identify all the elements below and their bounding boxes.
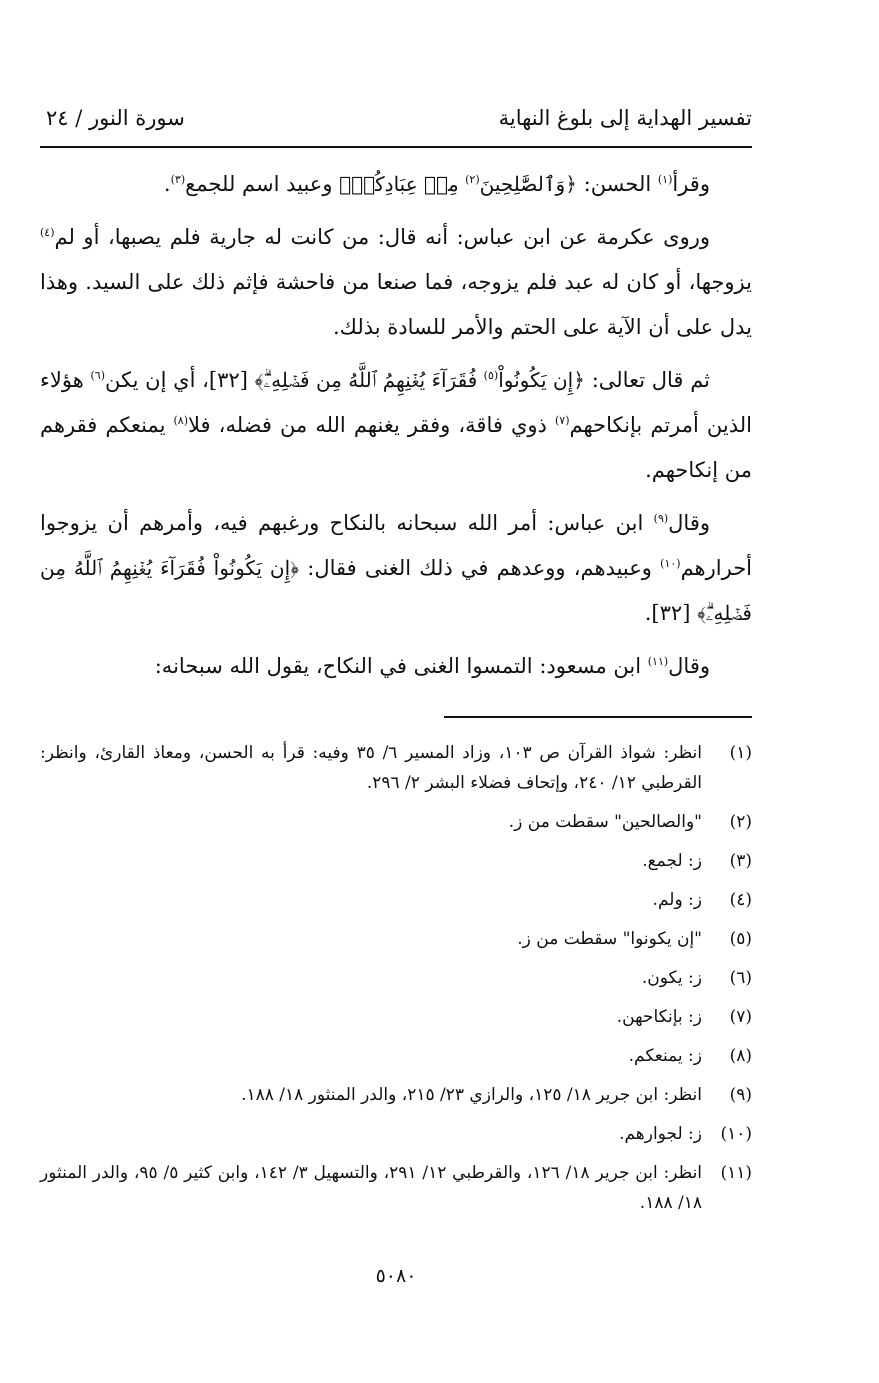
text-run: . [163, 172, 171, 196]
footnote-item [40, 1002, 752, 1032]
footnote-number: (٨) [729, 1046, 752, 1066]
quran-quote: ﴿إِن يَكُونُواْ فُقَرَآءَ يُغۡنِهِمُ ٱللَّهُ مِن فَضۡلِهِۦۗ﴾ [40, 556, 752, 625]
paragraph-3 [40, 358, 752, 493]
text-run: وقرأ [672, 172, 710, 196]
quran-quote: ﴿إِن يَكُونُواْ [498, 368, 585, 392]
text-run: وقال [668, 654, 710, 678]
footnote-item [40, 1041, 752, 1071]
footnote-text: انظر: ابن جرير ١٨/ ١٢٥، والرازي ٢٣/ ٢١٥، والدر المنثور ١٨/ ١٨٨. [241, 1085, 702, 1105]
footnote-number: (٤) [729, 890, 752, 910]
text-run: وروى عكرمة عن ابن عباس: أنه قال: من كانت له جارية فلم يصبها، أو لم [54, 225, 710, 249]
footnote-text: ز: ولم. [652, 890, 702, 910]
footnote-number: (٧) [729, 1007, 752, 1027]
footnote-text: انظر: ابن جرير ١٨/ ١٢٦، والقرطبي ١٢/ ٢٩١، والتسهيل ٣/ ١٤٢، وابن كثير ٥/ ٩٥، والدر المنثور ١٨/ ١٨٨. [40, 1163, 703, 1213]
quran-quote: فُقَرَآءَ يُغۡنِهِمُ ٱللَّهُ مِن فَضۡلِهِۦۗ﴾ [254, 368, 484, 392]
quran-quote: مِنۡ عِبَادِكُمۡ﴾ [339, 172, 466, 196]
running-header [40, 98, 752, 144]
text-run: وقال [668, 511, 710, 535]
text-run: ابن مسعود: التمسوا الغنى في النكاح، يقول الله سبحانه: [154, 654, 648, 678]
footnote-text: "والصالحين" سقطت من ز. [508, 812, 702, 832]
footnote-number: (١) [729, 743, 752, 763]
footnote-text: ز: لجمع. [642, 851, 702, 871]
footnote-marker-1[interactable]: (١) [657, 173, 673, 186]
footnote-text: انظر: شواذ القرآن ص ١٠٣، وزاد المسير ٦/ ٣٥ وفيه: قرأ به الحسن، ومعاذ القارئ، وانظر: القرطبي ١٢/ ٢٤٠، وإتحاف فضلاء البشر ٢/ ٢٩٦. [40, 743, 702, 793]
quran-quote: ﴿وَٱلصَّٰلِحِينَ [479, 172, 577, 196]
text-run: الحسن: [576, 172, 658, 196]
footnote-marker-3[interactable]: (٣) [170, 173, 186, 186]
book-page [40, 0, 752, 1383]
footnote-text: "إن يكونوا" سقطت من ز. [517, 929, 702, 949]
paragraph-1 [40, 162, 752, 207]
text-run: ابن عباس: أمر الله سبحانه بالنكاح ورغبهم فيه، وأمرهم أن يزوجوا أحرارهم [40, 511, 753, 580]
footnote-number: (٣) [729, 851, 752, 871]
page-number: ٥٠٨٠ [375, 1265, 417, 1287]
text-run: ذوي فاقة، وفقر يغنهم الله من فضله، فلا [188, 413, 555, 437]
paragraph-2 [40, 215, 752, 350]
footnote-number: (١١) [720, 1163, 752, 1183]
footnote-marker-11[interactable]: (١١) [647, 655, 669, 668]
text-run: هؤلاء الذين أمرتم بإنكاحهم [40, 368, 752, 437]
main-text [40, 162, 752, 697]
footnote-item [40, 885, 752, 915]
footnote-marker-8[interactable]: (٨) [173, 414, 189, 427]
footnote-marker-9[interactable]: (٩) [653, 512, 669, 525]
paragraph-5 [40, 644, 752, 689]
footnote-marker-10[interactable]: (١٠) [660, 557, 681, 570]
text-run: يزوجها، أو كان له عبد فلم يزوجه، فما صنعا من فاحشة فإثم ذلك على السيد. وهذا يدل على أن الآية على الحتم والأمر للسادة بذلك. [40, 270, 752, 339]
footnote-marker-6[interactable]: (٦) [90, 369, 106, 382]
footnote-item [40, 738, 752, 798]
footnote-number: (١٠) [720, 1124, 752, 1144]
footnote-marker-2[interactable]: (٢) [465, 173, 480, 186]
footnote-text: ز: يمنعكم. [628, 1046, 702, 1066]
text-run: وعبيد اسم للجمع [185, 172, 340, 196]
footnote-item [40, 1119, 752, 1149]
text-run: وعبيدهم، ووعدهم في ذلك الغنى فقال: [299, 556, 661, 580]
footnote-text: ز: بإنكاحهن. [616, 1007, 702, 1027]
footnotes-section [40, 738, 752, 1227]
footnote-marker-5[interactable]: (٥) [483, 369, 499, 382]
paragraph-4 [40, 501, 752, 636]
footnote-number: (٢) [729, 812, 752, 832]
footnote-item [40, 1158, 752, 1218]
footnote-text: ز: يكون. [641, 968, 702, 988]
footnote-item [40, 1080, 752, 1110]
footnote-number: (٦) [729, 968, 752, 988]
footnote-marker-7[interactable]: (٧) [555, 414, 570, 427]
footnote-text: ز: لجوارهم. [619, 1124, 702, 1144]
text-run: [٣٢]، أي إن يكن [105, 368, 255, 392]
footnote-marker-4[interactable]: (٤) [40, 226, 55, 239]
book-title: تفسير الهداية إلى بلوغ النهاية [498, 106, 752, 130]
footnote-number: (٩) [729, 1085, 752, 1105]
text-run: [٣٢]. [644, 601, 698, 625]
footnote-item [40, 807, 752, 837]
header-divider [40, 146, 752, 148]
footnote-item [40, 963, 752, 993]
footnote-number: (٥) [729, 929, 752, 949]
text-run: ثم قال تعالى: [584, 368, 711, 392]
footnote-item [40, 924, 752, 954]
surah-label: سورة النور / ٢٤ [46, 106, 185, 130]
footnote-item [40, 846, 752, 876]
footnote-divider [444, 716, 752, 718]
text-run: يمنعكم فقرهم من إنكاحهم. [40, 413, 752, 482]
